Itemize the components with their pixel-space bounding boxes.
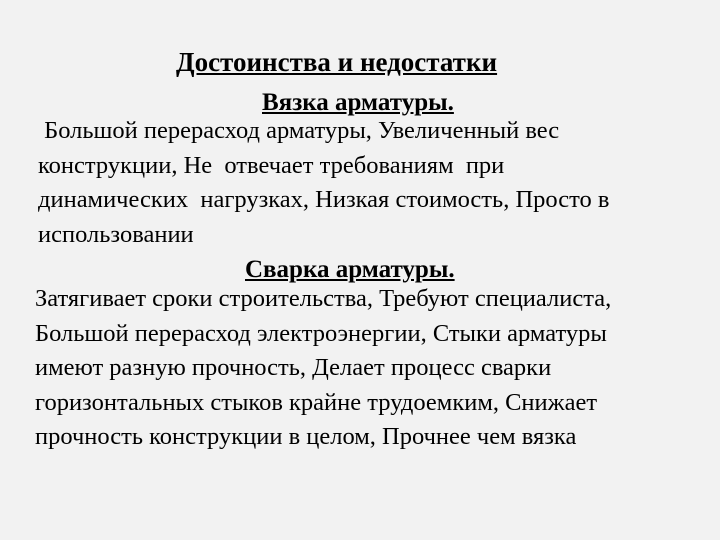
body-line: динамических нагрузках, Низкая стоимость, Просто в: [38, 186, 610, 213]
body-line: Большой перерасход электроэнергии, Стыки арматуры: [35, 319, 607, 347]
section-body-tying: [38, 114, 609, 252]
section-body-welding: [35, 282, 611, 455]
slide-title: Достоинства и недостатки: [176, 47, 498, 77]
body-line: имеют разную прочность, Делает процесс сварки: [35, 354, 552, 381]
body-line: прочность конструкции в целом, Прочнее чем вязка: [35, 423, 577, 450]
body-line: Большой перерасход арматуры, Увеличенный вес: [38, 117, 560, 144]
body-line: Затягивает сроки строительства, Требуют специалиста,: [35, 285, 612, 312]
section-heading-welding: Сварка арматуры.: [245, 256, 455, 283]
body-line: использовании: [38, 220, 194, 248]
section-heading-tying: Вязка арматуры.: [262, 89, 454, 116]
body-line: конструкции, Не отвечает требованиям при: [38, 151, 505, 179]
body-line: горизонтальных стыков крайне трудоемким, Снижает: [35, 388, 598, 416]
